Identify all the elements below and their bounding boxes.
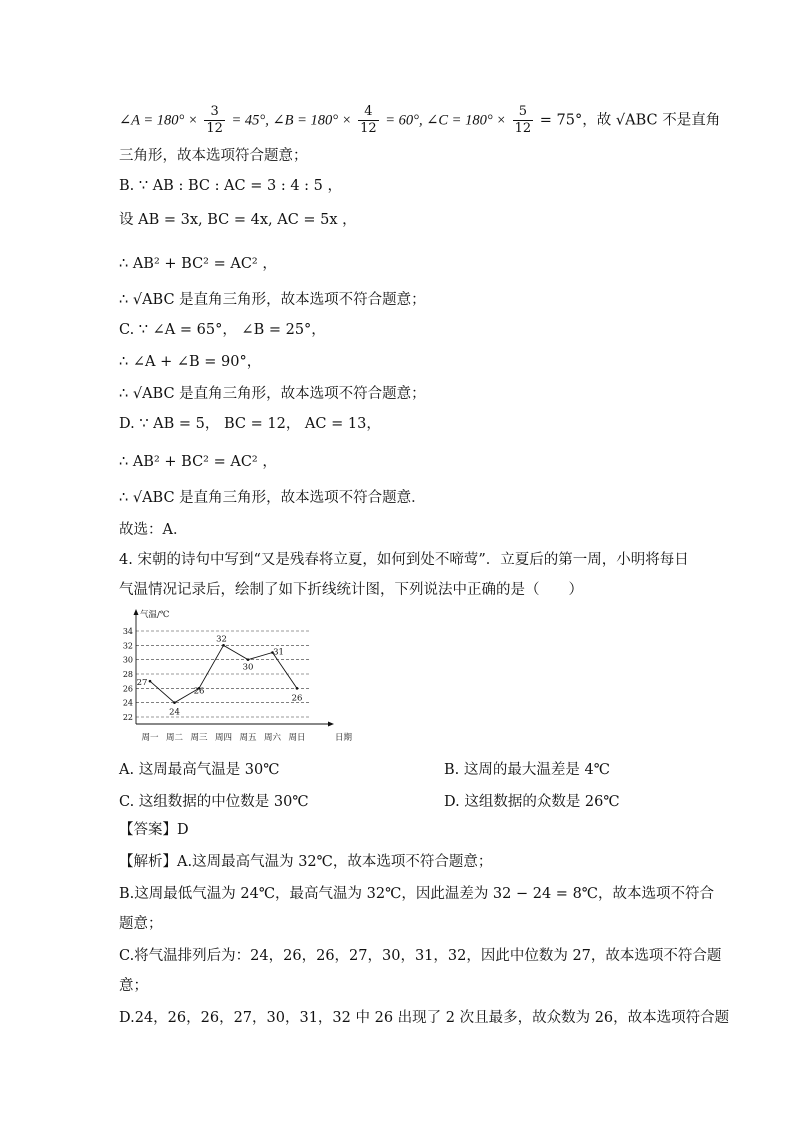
analysis-line-2: B.这周最低气温为 24℃，最高气温为 32℃，因此温差为 32 − 24 = 8℃，故本选项不符合 bbox=[119, 886, 715, 902]
x-tick-label-7: 周日 bbox=[288, 733, 306, 743]
y-tick-label-32: 32 bbox=[122, 641, 133, 651]
angle-c-expr: = 60°, ∠C = 180° × bbox=[385, 112, 507, 129]
x-tick-label-1: 周一 bbox=[141, 733, 159, 743]
option-d: D. 这组数据的众数是 26℃ bbox=[444, 794, 620, 810]
conclusion-a: = 75°，故 √ABC 不是直角 bbox=[539, 112, 721, 129]
y-tick-label-26: 26 bbox=[122, 684, 133, 694]
y-axis-arrow bbox=[134, 609, 139, 615]
y-tick-label-24: 24 bbox=[122, 698, 133, 708]
solution-line-3: B. ∵ AB : BC : AC = 3 : 4 : 5 ， bbox=[119, 178, 342, 194]
temperature-line-chart bbox=[112, 606, 353, 748]
y-axis-title: 气温/℃ bbox=[140, 610, 170, 620]
x-axis-arrow bbox=[328, 722, 334, 727]
solution-line-2: 三角形，故本选项符合题意； bbox=[119, 148, 308, 164]
answer-line: 【答案】D bbox=[119, 822, 189, 838]
x-tick-label-3: 周三 bbox=[190, 733, 208, 743]
solution-line-angles bbox=[119, 104, 720, 137]
data-point-7 bbox=[296, 687, 299, 690]
question-4-stem-line-2: 气温情况记录后，绘制了如下折线统计图，下列说法中正确的是（ ） bbox=[119, 582, 583, 598]
y-tick-label-22: 22 bbox=[122, 713, 133, 722]
fraction-3-12: $\frac{3}{12}$ bbox=[206, 104, 223, 136]
option-a: A. 这周最高气温是 30℃ bbox=[119, 762, 280, 778]
data-point-2 bbox=[173, 701, 176, 704]
y-tick-label-28: 28 bbox=[122, 670, 133, 679]
solution-line-12: ∴ √ABC 是直角三角形，故本选项不符合题意． bbox=[119, 490, 426, 506]
y-tick-label-30: 30 bbox=[122, 655, 133, 665]
fraction-4-12: $\frac{4}{12}$ bbox=[360, 104, 377, 136]
solution-line-4: 设 AB = 3x, BC = 4x, AC = 5x ， bbox=[119, 212, 357, 228]
data-label-3: 26 bbox=[193, 686, 205, 697]
analysis-line-4: C.将气温排列后为：24，26，26，27，30，31，32，因此中位数为 27，故本选项不符合题 bbox=[119, 948, 722, 964]
analysis-line-5: 意； bbox=[119, 978, 148, 994]
fraction-5-12: $\frac{5}{12}$ bbox=[514, 104, 532, 136]
data-point-1 bbox=[149, 680, 152, 683]
data-point-5 bbox=[247, 658, 250, 661]
data-label-2: 24 bbox=[169, 707, 180, 718]
chart-y-ticks bbox=[123, 627, 133, 722]
question-4-stem-line-1: 4. 宋朝的诗句中写到“又是残春将立夏，如何到处不啼莺”．立夏后的第一周，小明将每日 bbox=[119, 552, 689, 568]
analysis-line-3: 题意； bbox=[119, 916, 163, 932]
x-tick-label-5: 周五 bbox=[239, 733, 257, 743]
solution-line-5: ∴ AB² + BC² = AC² ， bbox=[119, 256, 277, 272]
y-tick-label-34: 34 bbox=[122, 627, 133, 636]
chart-axes bbox=[134, 609, 353, 743]
solution-line-13: 故选：A． bbox=[119, 522, 188, 538]
solution-line-8: ∴ ∠A + ∠B = 90°， bbox=[119, 354, 262, 370]
x-tick-label-6: 周六 bbox=[263, 733, 282, 743]
analysis-line-1: 【解析】A.这周最高气温为 32℃，故本选项不符合题意； bbox=[119, 854, 493, 870]
data-label-1: 27 bbox=[136, 678, 148, 689]
data-point-4 bbox=[222, 644, 225, 647]
angle-b-expr: = 45°, ∠B = 180° × bbox=[231, 112, 352, 129]
data-label-6: 31 bbox=[273, 647, 284, 658]
angle-a-expr: ∠A = 180° × bbox=[119, 112, 198, 129]
solution-line-7: C. ∵ ∠A = 65°， ∠B = 25°， bbox=[119, 322, 326, 338]
solution-line-11: ∴ AB² + BC² = AC² ， bbox=[119, 454, 277, 470]
x-tick-label-2: 周二 bbox=[165, 733, 184, 743]
x-axis-title: 日期 bbox=[335, 733, 353, 743]
analysis-line-6: D.24，26，26，27，30，31，32 中 26 出现了 2 次且最多，故众数为 26，故本选项符合题 bbox=[119, 1010, 730, 1026]
chart-x-ticks bbox=[141, 732, 305, 743]
data-label-5: 30 bbox=[242, 662, 254, 673]
solution-line-9: ∴ √ABC 是直角三角形，故本选项不符合题意； bbox=[119, 386, 426, 402]
data-label-7: 26 bbox=[291, 693, 303, 704]
option-c: C. 这组数据的中位数是 30℃ bbox=[119, 794, 309, 810]
data-label-4: 32 bbox=[216, 634, 227, 645]
chart-data-labels bbox=[137, 634, 303, 717]
option-b: B. 这周的最大温差是 4℃ bbox=[444, 762, 610, 778]
solution-line-6: ∴ √ABC 是直角三角形，故本选项不符合题意； bbox=[119, 292, 426, 308]
solution-line-10: D. ∵ AB = 5， BC = 12， AC = 13， bbox=[119, 416, 381, 432]
x-tick-label-4: 周四 bbox=[214, 733, 233, 743]
